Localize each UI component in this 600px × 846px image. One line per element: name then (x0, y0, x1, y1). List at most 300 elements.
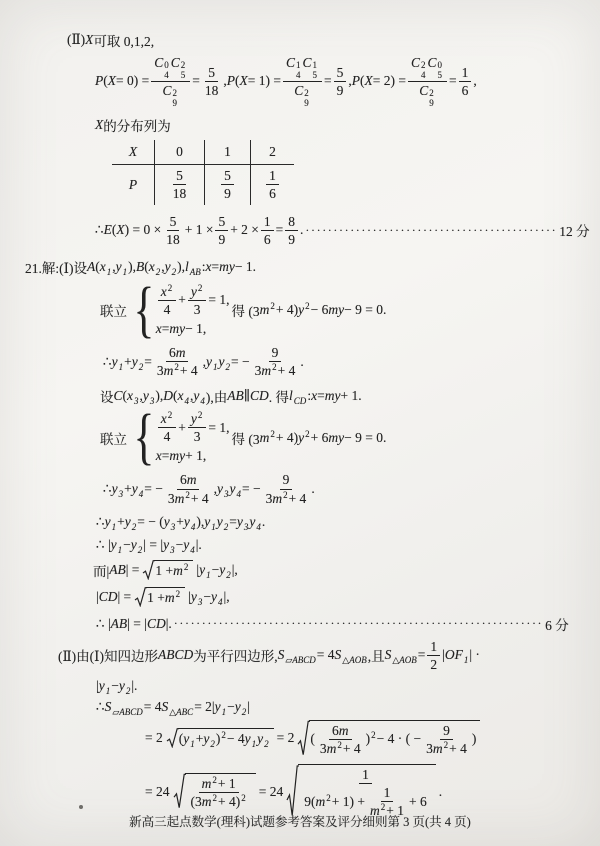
power-exponent: 2 (272, 362, 277, 373)
math-text: − 1. (234, 258, 256, 274)
math-var: E (103, 222, 112, 238)
math-text: 6 (332, 722, 339, 738)
denominator (261, 231, 274, 247)
comb-base: C (286, 55, 296, 70)
math-var: P (226, 73, 236, 89)
vieta-ab (103, 345, 600, 378)
power-exponent: 2 (380, 802, 386, 813)
math-var: my (324, 388, 341, 404)
math-subscripted (165, 259, 178, 275)
sub-base: y (193, 388, 200, 404)
part1-conclusion (96, 614, 600, 634)
sub-script: 2 (210, 739, 215, 750)
math-text: + (195, 731, 204, 747)
denominator (459, 82, 472, 98)
math-text: . (300, 222, 304, 238)
denominator (252, 362, 299, 378)
math-text: + 2 × (230, 222, 259, 238)
comb-lower: 4 (296, 69, 301, 80)
comb-base: C (162, 82, 172, 98)
math-text: + (178, 419, 186, 435)
power-exponent: 2 (241, 793, 246, 804)
part2-area-setup (58, 639, 600, 672)
q21-part1-setup (25, 257, 600, 277)
sub-base: y (204, 513, 211, 529)
math-text: ( (173, 388, 178, 404)
math-text: 18 (204, 82, 219, 98)
comb-base: C (154, 55, 164, 70)
numerator (269, 345, 282, 362)
math-text: + 6 (310, 429, 329, 445)
math-text: = − (144, 481, 163, 497)
comb-upper: 1 (296, 60, 301, 70)
math-text: 9 (336, 82, 344, 98)
math-var: X (239, 73, 248, 89)
sub-base: y (111, 481, 118, 497)
sub-script: 2 (241, 706, 247, 717)
numerator (188, 284, 207, 301)
math-text: ∴ (103, 481, 112, 497)
math-text: = 2| (194, 698, 215, 714)
math-fraction (408, 55, 447, 108)
math-power (191, 411, 204, 426)
comb-upper: 0 (437, 60, 443, 70)
numerator (408, 55, 447, 82)
math-subscripted (384, 647, 418, 666)
math-text: | = (117, 588, 132, 604)
math-fraction (263, 472, 310, 505)
sub-base: y (244, 731, 251, 747)
sub-base: y (219, 561, 226, 577)
math-text: , (213, 481, 217, 497)
sub-script: 2 (137, 544, 143, 555)
math-text: ( (103, 73, 108, 89)
sub-base: y (234, 698, 241, 714)
comb-lower: 4 (421, 69, 426, 80)
math-text: 1 (383, 785, 391, 801)
sub-base: y (118, 677, 125, 693)
math-text: = (161, 321, 170, 336)
math-subscripted (131, 537, 144, 553)
math-subscripted (183, 731, 196, 750)
math-text: ( (122, 388, 128, 404)
math-text: + 1 (217, 776, 236, 792)
math-subscripted (211, 589, 224, 605)
math-text: ∴ (96, 698, 105, 714)
math-text: 9 (271, 345, 279, 360)
math-var: AB (110, 615, 128, 631)
denominator (154, 362, 201, 378)
system-rows (156, 411, 230, 464)
math-text: = (317, 388, 325, 404)
math-text: | (188, 588, 191, 604)
power-exponent: 2 (174, 362, 179, 373)
power-exponent: 2 (270, 301, 275, 312)
math-text: 9 (282, 472, 290, 488)
math-subscripted (142, 388, 156, 407)
sub-script: 2 (264, 739, 269, 750)
math-text: , (202, 353, 206, 369)
sub-script: 1 (190, 739, 195, 750)
math-text: 6 (179, 472, 187, 488)
sub-script: 2 (225, 361, 230, 372)
power-base: m (201, 794, 212, 810)
math-text: , (223, 73, 227, 89)
math-text: 的分布列为 (103, 118, 171, 134)
sub-script: 1 (111, 521, 117, 532)
math-text: − (227, 698, 235, 714)
comb-upper: 2 (304, 87, 309, 98)
math-fraction (427, 639, 440, 672)
math-power (161, 411, 174, 426)
math-text: − 6 (310, 302, 329, 318)
math-var: m (338, 722, 349, 738)
denominator (317, 740, 364, 756)
math-fraction (188, 284, 207, 317)
numerator (459, 65, 472, 82)
math-text: ∴ | (96, 536, 111, 552)
combination-symbol (428, 55, 445, 80)
math-text: 3 (319, 740, 327, 756)
math-text: |, (223, 588, 230, 604)
sub-base: l (184, 258, 189, 274)
math-text: = − (230, 353, 250, 369)
probability-line (95, 55, 600, 108)
math-subscripted (244, 731, 258, 750)
sub-script: △AOB (342, 655, 367, 666)
math-subscripted (454, 647, 470, 666)
math-text: = − ( (137, 513, 164, 529)
sub-script: 1 (117, 544, 123, 555)
math-text: − (203, 588, 211, 604)
distribution-table (112, 140, 294, 205)
math-text: 5 (218, 213, 226, 229)
table-header-cell: 0 (154, 140, 204, 165)
sub-base: y (164, 258, 171, 274)
math-subscripted (217, 514, 230, 530)
math-text: | = (125, 561, 140, 577)
comb-scripts (181, 61, 186, 81)
sub-script: 4 (200, 396, 205, 407)
radicand (146, 587, 185, 607)
combination-symbol (162, 83, 179, 108)
denominator (188, 793, 250, 809)
math-subscripted (99, 258, 116, 277)
power-exponent: 2 (197, 410, 203, 421)
denominator (416, 82, 439, 108)
math-power (164, 363, 180, 378)
power-exponent: 2 (305, 428, 310, 439)
power-exponent: 2 (337, 739, 342, 750)
math-text: ∴ | (96, 615, 111, 631)
sub-base: y (130, 536, 137, 552)
math-text: 5 (208, 64, 216, 80)
math-var: my (328, 302, 345, 318)
math-var: C (113, 388, 123, 404)
math-text: = 1, (208, 419, 230, 435)
math-power (366, 731, 377, 747)
math-text: ∴ (96, 513, 105, 529)
math-fraction (283, 55, 322, 108)
sums-relation (96, 514, 600, 530)
math-subscripted (191, 589, 204, 605)
comb-base: C (294, 82, 304, 98)
math-text: 6 (168, 345, 176, 360)
sub-base: y (131, 481, 138, 497)
power-exponent: 2 (212, 793, 217, 804)
math-text: 4 (163, 429, 171, 445)
math-text: 3 (265, 490, 273, 506)
comb-scripts (421, 61, 426, 81)
math-var: X (364, 73, 373, 89)
math-power (433, 741, 449, 756)
power-base: x (160, 283, 167, 299)
math-text: 3 (254, 363, 262, 379)
math-subscripted (229, 481, 242, 500)
sub-base: y (211, 588, 217, 604)
sub-script: CD (293, 396, 307, 407)
math-text: ) (471, 731, 477, 747)
sub-base: S (161, 698, 169, 714)
math-subscripted (116, 259, 129, 275)
denominator: 6 (269, 186, 276, 202)
sub-script: 1 (211, 521, 216, 532)
comb-base: C (427, 55, 437, 70)
power-exponent: 2 (221, 730, 226, 741)
math-text: ), (177, 258, 185, 274)
math-text: 9 (443, 722, 450, 738)
sub-script: 1 (221, 706, 227, 717)
math-subscripted (184, 514, 197, 530)
math-text: (Ⅱ) (67, 32, 86, 47)
numerator (167, 214, 180, 231)
page-footer (0, 812, 600, 830)
math-text: + 1) + (331, 794, 365, 810)
comb-lower: 5 (437, 69, 443, 80)
math-var: my (169, 448, 186, 464)
power-exponent: 2 (183, 561, 189, 572)
comb-upper: 1 (312, 60, 318, 70)
math-text: ) = 0 × (124, 222, 162, 238)
power-base: m (201, 776, 212, 792)
abs-diff-equal (96, 537, 600, 553)
math-text: ( (178, 731, 184, 747)
system-ab (100, 276, 600, 345)
sub-base: y (104, 513, 111, 529)
math-text: 3 (193, 301, 201, 317)
power-exponent: 2 (443, 739, 449, 750)
math-text: 1 (461, 64, 469, 80)
math-subscripted (185, 259, 202, 275)
power-base: m (369, 803, 380, 819)
sub-script: ▱ABCD (112, 706, 143, 717)
sub-script: 2 (226, 569, 231, 580)
numerator (199, 776, 239, 793)
power-base: m (261, 363, 272, 379)
power-exponent: 2 (305, 301, 310, 312)
comb-base: C (170, 55, 180, 70)
math-var: X (116, 222, 125, 238)
math-var: CD (98, 588, 118, 604)
math-text: + (124, 353, 132, 369)
power-exponent: 2 (326, 793, 331, 804)
combination-symbol (419, 83, 436, 108)
sub-base: y (216, 481, 223, 497)
combination-symbol (154, 55, 171, 80)
numerator (440, 723, 453, 740)
sub-script: 1 (206, 569, 211, 580)
math-power (260, 302, 276, 318)
math-text: : (307, 388, 312, 404)
math-text: + 4 (277, 363, 296, 379)
math-fraction (266, 168, 279, 201)
comb-base: C (419, 82, 429, 98)
equation-system (129, 403, 230, 472)
math-var: CD (146, 615, 166, 631)
sub-base: l (289, 388, 293, 404)
math-var: m (186, 472, 197, 488)
math-text: + (178, 292, 186, 308)
power-base: ) (215, 731, 221, 747)
math-text: 6 (461, 82, 469, 98)
math-text: ( (111, 222, 117, 238)
math-subscripted (218, 354, 231, 370)
sub-base: y (203, 731, 210, 747)
math-text: 9( (304, 794, 316, 810)
math-fraction (301, 767, 429, 818)
numerator (427, 639, 440, 656)
math-text: , (348, 73, 352, 89)
math-fraction (158, 284, 177, 317)
math-text: 3 (193, 429, 201, 445)
comb-scripts (173, 89, 178, 109)
math-text: (Ⅱ)由(Ⅰ)知四边形 (58, 649, 158, 665)
math-var: P (95, 73, 104, 89)
power-base: m (259, 429, 270, 445)
system-brace: { (133, 276, 155, 345)
math-text: : (201, 258, 206, 274)
math-text: 6 (263, 231, 271, 247)
equation-system (129, 276, 230, 345)
denominator (191, 301, 204, 317)
sub-base: y (110, 536, 117, 552)
math-fraction (459, 65, 472, 98)
math-subscripted (112, 354, 125, 370)
sub-base: x (177, 388, 184, 404)
numerator: 1 (266, 168, 279, 185)
math-text: − 1, (185, 321, 207, 336)
sub-script: AB (189, 266, 201, 277)
denominator (161, 301, 174, 317)
power-base: m (173, 562, 183, 578)
comb-upper: 2 (421, 60, 426, 70)
math-text: , (161, 258, 165, 274)
sub-base: y (183, 513, 190, 529)
math-subscripted (127, 388, 140, 407)
math-text: 9 (288, 231, 296, 247)
denominator (263, 490, 310, 506)
sub-base: S (334, 647, 342, 663)
math-text: + 4 (218, 794, 236, 810)
math-text: , (190, 388, 194, 404)
math-text: + 4 (288, 490, 307, 506)
sub-script: 1 (118, 361, 124, 372)
numerator (215, 214, 228, 231)
math-text: 联立 (100, 304, 127, 320)
math-subscripted (177, 388, 194, 407)
math-text: , (139, 388, 143, 404)
math-text: ( (144, 258, 149, 274)
math-text: | (442, 647, 445, 663)
comb-lower: 9 (429, 97, 434, 108)
comb-base: C (302, 55, 312, 70)
math-fraction (285, 214, 298, 247)
sub-script: 1 (251, 739, 257, 750)
math-text: = 2 (276, 730, 295, 746)
table-value-cell (250, 165, 294, 205)
math-text: 9 (218, 231, 226, 247)
math-power (191, 284, 204, 299)
math-text: = (211, 258, 220, 274)
math-subscripted (289, 388, 307, 407)
math-text: + 4 (179, 363, 198, 379)
denominator (191, 428, 204, 444)
power-base: ) (365, 731, 371, 747)
math-subscripted (204, 514, 217, 530)
numerator (381, 785, 394, 802)
math-subscripted (105, 514, 118, 530)
length-cd (96, 587, 600, 607)
math-fraction (317, 723, 364, 756)
math-var: x (205, 258, 212, 274)
math-subscripted (125, 514, 138, 530)
numerator (151, 55, 190, 82)
sub-base: x (99, 258, 106, 274)
comb-lower: 5 (180, 69, 186, 80)
math-power (236, 794, 247, 809)
math-text: = (417, 647, 426, 663)
math-subscripted (164, 514, 177, 530)
comb-lower: 9 (172, 97, 177, 108)
numerator (285, 214, 298, 231)
sub-script: 1 (122, 266, 128, 277)
sub-script: 1 (212, 361, 218, 372)
math-var: O (444, 647, 455, 663)
sub-script: 2 (223, 521, 229, 532)
math-subscripted (119, 678, 132, 694)
math-text: + (117, 513, 125, 529)
math-text: + (176, 513, 184, 529)
sub-base: y (229, 481, 236, 497)
sub-base: y (142, 388, 149, 404)
math-fraction (261, 214, 274, 247)
math-fraction (163, 214, 183, 247)
math-text: 8 (288, 213, 296, 229)
distribution-caption (95, 115, 600, 135)
math-text: + 1. (340, 388, 362, 404)
math-text: 12 分 (559, 224, 590, 240)
math-var: A (86, 258, 96, 274)
math-text: ( (310, 731, 315, 747)
math-var: my (328, 429, 345, 445)
sub-script: 2 (138, 361, 144, 372)
math-text: 4 (163, 301, 171, 317)
math-var: ABCD (158, 647, 194, 663)
expectation-line (95, 214, 600, 247)
sub-base: y (199, 561, 206, 577)
power-base: y (298, 302, 305, 318)
math-text: = 1) = (247, 73, 281, 89)
